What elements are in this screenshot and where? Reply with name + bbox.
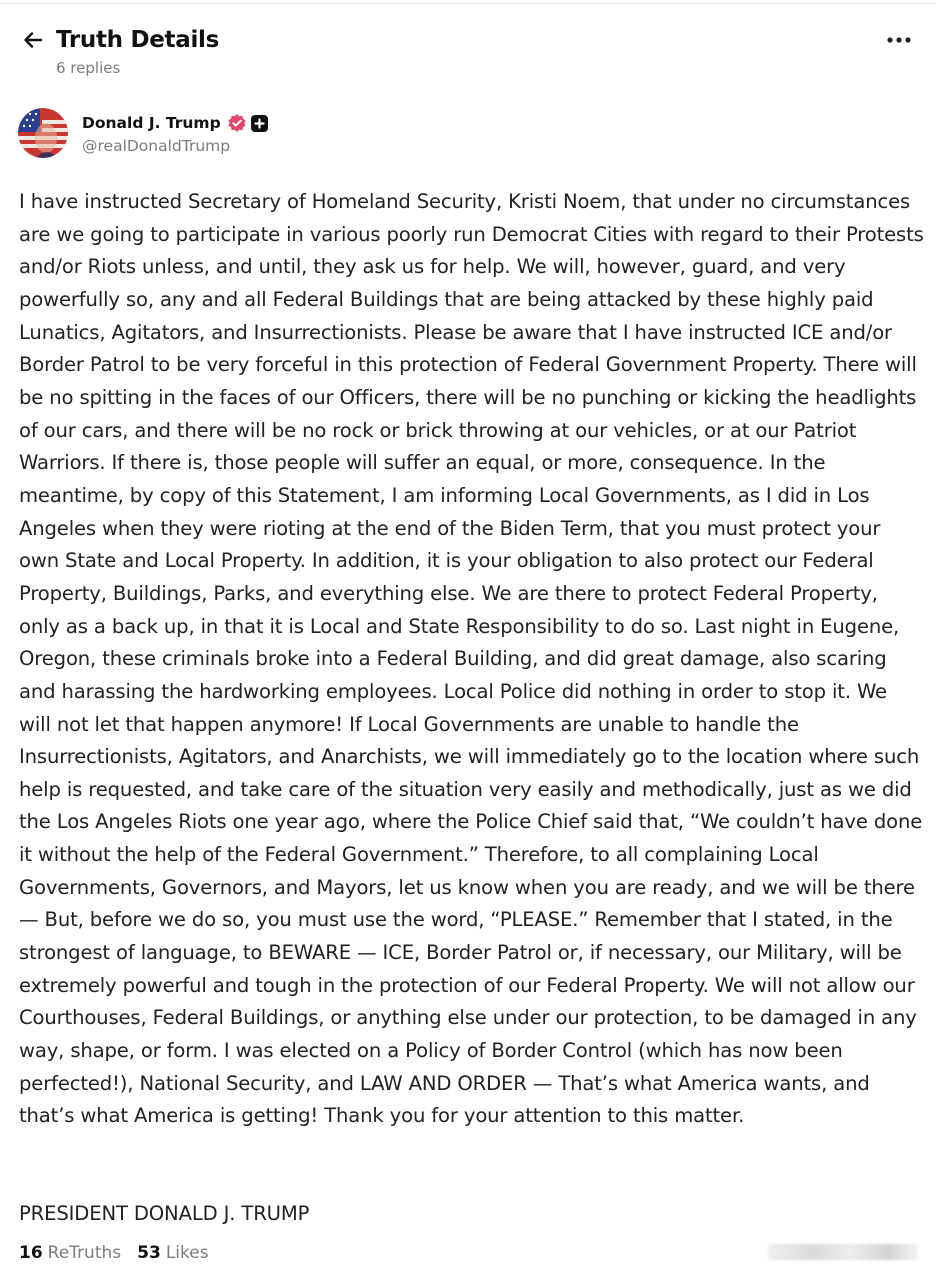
plus-badge-icon (251, 115, 268, 132)
arrow-left-icon (21, 28, 45, 52)
likes-count: 53 (137, 1243, 161, 1263)
top-divider (0, 3, 936, 4)
page-header (0, 20, 936, 90)
more-options-button[interactable] (884, 28, 914, 52)
blurred-watermark (768, 1244, 918, 1260)
post-stats (19, 1241, 225, 1265)
retruths-count: 16 (19, 1243, 43, 1263)
post-text: I have instructed Secretary of Homeland Security, Kristi Noem, that under no circumstances are we going to participate in various poorly run Democrat Cities with regard to their Protests and/or Riots unless, and until, they ask us for help. We will, however, guard, and very powerfully so, any and all Federal Buildings that are being attacked by these highly paid Lunatics, Agitators, and Insurrectionists. Please be aware that I have instructed ICE and/or Border Patrol to be very forceful in this protection of Federal Government Property. There will be no spitting in the faces of our Officers, there will be no punching or kicking the headlights of our cars, and there will be no rock or brick throwing at our vehicles, or at our Patriot Warriors. If there is, those people will suffer an equal, or more, consequence. In the meantime, by copy of this Statement, I am informing Local Governments, as I did in Los Angeles when they were rioting at the end of the Biden Term, that you must protect your own State and Local Property. In addition, it is your obligation to also protect our Federal Property, Buildings, Parks, and everything else. We are there to protect Federal Property, only as a back up, in that it is Local and State Responsibility to do so. Last night in Eugene, Oregon, these criminals broke into a Federal Building, and did great damage, also scaring and harassing the hardworking employees. Local Police did nothing in order to stop it. We will not let that happen anymore! If Local Governments are unable to handle the Insurrectionists, Agitators, and Anarchists, we will immediately go to the location where such help is requested, and take care of the situation very easily and methodically, just as we did the Los Angeles Riots one year ago, where the Police Chief said that, “We couldn’t have done it without the help of the Federal Government.” Therefore, to all complaining Local Governments, Governors, and Mayors, let us know when you are ready, and we will be there — But, before we do so, you must use the word, “PLEASE.” Remember that I stated, in the strongest of language, to BEWARE — ICE, Border Patrol or, if necessary, our Military, will be extremely powerful and tough in the protection of our Federal Property. We will not allow our Courthouses, Federal Buildings, or anything else under our protection, to be damaged in any way, shape, or form. I was elected on a Policy of Border Control (which has now been perfected!), National Security, and LAW AND ORDER — That’s what America wants, and that’s what America is getting! Thank you for your attention to this matter. (19, 190, 924, 1128)
replies-count[interactable]: 6 replies (56, 59, 121, 77)
avatar-image (18, 108, 68, 158)
more-horizontal-icon (886, 36, 912, 44)
post-author (18, 108, 918, 164)
likes-label: Likes (165, 1243, 209, 1263)
retruths-stat[interactable] (19, 1241, 121, 1265)
author-handle[interactable]: @realDonaldTrump (82, 137, 231, 155)
author-name-row (82, 111, 268, 135)
back-button[interactable] (18, 26, 48, 54)
author-name[interactable]: Donald J. Trump (82, 114, 221, 132)
verified-badge-icon (227, 113, 247, 133)
page-title: Truth Details (56, 27, 220, 53)
post-signature: PRESIDENT DONALD J. TRUMP (19, 1202, 310, 1225)
likes-stat[interactable] (137, 1241, 208, 1265)
retruths-label: ReTruths (47, 1243, 122, 1263)
avatar[interactable] (18, 108, 68, 158)
